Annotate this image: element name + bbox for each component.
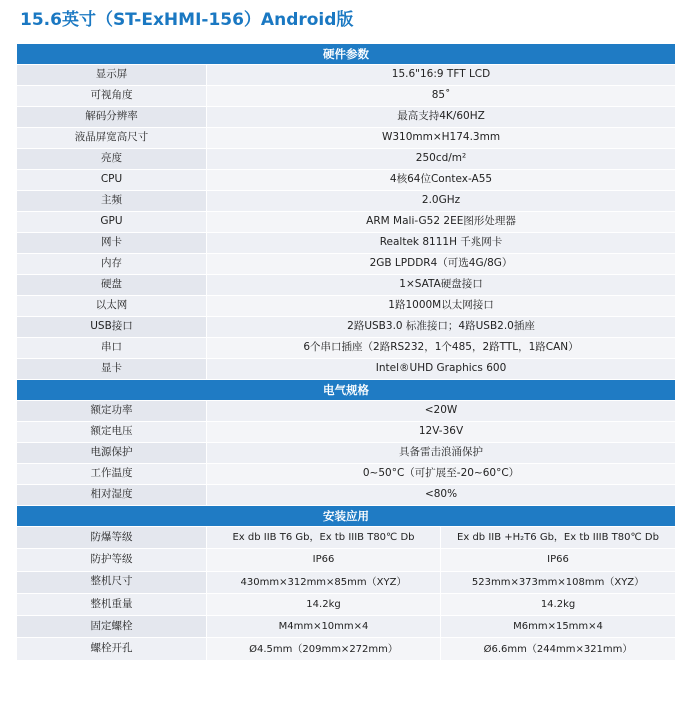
row-label: 串口 [17, 338, 207, 359]
row-value: 最高支持4K/60HZ [207, 107, 676, 128]
row-label: 网卡 [17, 233, 207, 254]
table-row [17, 233, 676, 254]
row-label: 主频 [17, 191, 207, 212]
row-value: 2.0GHz [207, 191, 676, 212]
table-row [17, 401, 676, 422]
table-row [17, 149, 676, 170]
row-label: 显示屏 [17, 65, 207, 86]
table-row [17, 86, 676, 107]
row-label: 亮度 [17, 149, 207, 170]
row-label: 以太网 [17, 296, 207, 317]
row-value-model-a: 430mm×312mm×85mm（XYZ） [207, 571, 441, 593]
spec-table [16, 43, 676, 661]
row-value: 15.6"16:9 TFT LCD [207, 65, 676, 86]
row-value-model-a: IP66 [207, 549, 441, 571]
row-label: CPU [17, 170, 207, 191]
row-label: 额定电压 [17, 422, 207, 443]
row-label: 相对湿度 [17, 485, 207, 506]
row-value: 2路USB3.0 标准接口；4路USB2.0插座 [207, 317, 676, 338]
row-label: 解码分辨率 [17, 107, 207, 128]
table-row [17, 359, 676, 380]
row-value: 12V-36V [207, 422, 676, 443]
row-value: W310mm×H174.3mm [207, 128, 676, 149]
row-value-model-b: IP66 [441, 549, 676, 571]
row-value: 250cd/m² [207, 149, 676, 170]
table-row [17, 464, 676, 485]
row-value-model-b: M6mm×15mm×4 [441, 616, 676, 638]
section-header: 安装应用 [17, 506, 676, 527]
row-value-model-b: Ø6.6mm（244mm×321mm） [441, 638, 676, 660]
row-value-model-a: 14.2kg [207, 593, 441, 615]
row-value-model-b: 14.2kg [441, 593, 676, 615]
table-row [17, 571, 676, 593]
electrical-section-header [17, 380, 676, 401]
table-row [17, 107, 676, 128]
table-row [17, 443, 676, 464]
row-label: GPU [17, 212, 207, 233]
row-label: 液晶屏宽高尺寸 [17, 128, 207, 149]
table-row [17, 191, 676, 212]
row-value: Intel®UHD Graphics 600 [207, 359, 676, 380]
table-row [17, 485, 676, 506]
table-row [17, 549, 676, 571]
installation-section-header [17, 506, 676, 527]
table-row [17, 128, 676, 149]
row-value: 1×SATA硬盘接口 [207, 275, 676, 296]
table-row [17, 170, 676, 191]
row-value-model-a: Ex db IIB T6 Gb，Ex tb IIIB T80℃ Db [207, 527, 441, 549]
row-label: 可视角度 [17, 86, 207, 107]
section-header: 硬件参数 [17, 44, 676, 65]
row-value: 6个串口插座（2路RS232，1个485，2路TTL，1路CAN） [207, 338, 676, 359]
row-value-model-b: Ex db IIB +H₂T6 Gb，Ex tb IIIB T80℃ Db [441, 527, 676, 549]
row-value: 0~50°C（可扩展至-20~60°C） [207, 464, 676, 485]
hardware-section-header [17, 44, 676, 65]
row-value: 1路1000M以太网接口 [207, 296, 676, 317]
table-row [17, 275, 676, 296]
page-title: 15.6英寸（ST-ExHMI-156）Android版 [20, 10, 354, 30]
row-label: 整机重量 [17, 593, 207, 615]
row-value-model-a: M4mm×10mm×4 [207, 616, 441, 638]
section-header: 电气规格 [17, 380, 676, 401]
row-label: USB接口 [17, 317, 207, 338]
table-row [17, 212, 676, 233]
row-value-model-a: Ø4.5mm（209mm×272mm） [207, 638, 441, 660]
table-row [17, 317, 676, 338]
row-value: <80% [207, 485, 676, 506]
table-row [17, 254, 676, 275]
row-label: 固定螺栓 [17, 616, 207, 638]
table-row [17, 338, 676, 359]
row-label: 显卡 [17, 359, 207, 380]
row-value: ARM Mali-G52 2EE图形处理器 [207, 212, 676, 233]
row-label: 防护等级 [17, 549, 207, 571]
row-label: 防爆等级 [17, 527, 207, 549]
table-row [17, 593, 676, 615]
table-row [17, 616, 676, 638]
row-label: 额定功率 [17, 401, 207, 422]
row-value: 4核64位Contex-A55 [207, 170, 676, 191]
row-value-model-b: 523mm×373mm×108mm（XYZ） [441, 571, 676, 593]
row-label: 电源保护 [17, 443, 207, 464]
row-value: 2GB LPDDR4（可选4G/8G） [207, 254, 676, 275]
row-label: 整机尺寸 [17, 571, 207, 593]
table-row [17, 527, 676, 549]
row-value: 85˚ [207, 86, 676, 107]
row-label: 工作温度 [17, 464, 207, 485]
table-row [17, 422, 676, 443]
row-label: 内存 [17, 254, 207, 275]
table-row [17, 65, 676, 86]
row-label: 硬盘 [17, 275, 207, 296]
row-value: <20W [207, 401, 676, 422]
row-label: 螺栓开孔 [17, 638, 207, 660]
row-value: Realtek 8111H 千兆网卡 [207, 233, 676, 254]
table-row [17, 638, 676, 660]
row-value: 具备雷击浪涌保护 [207, 443, 676, 464]
table-row [17, 296, 676, 317]
